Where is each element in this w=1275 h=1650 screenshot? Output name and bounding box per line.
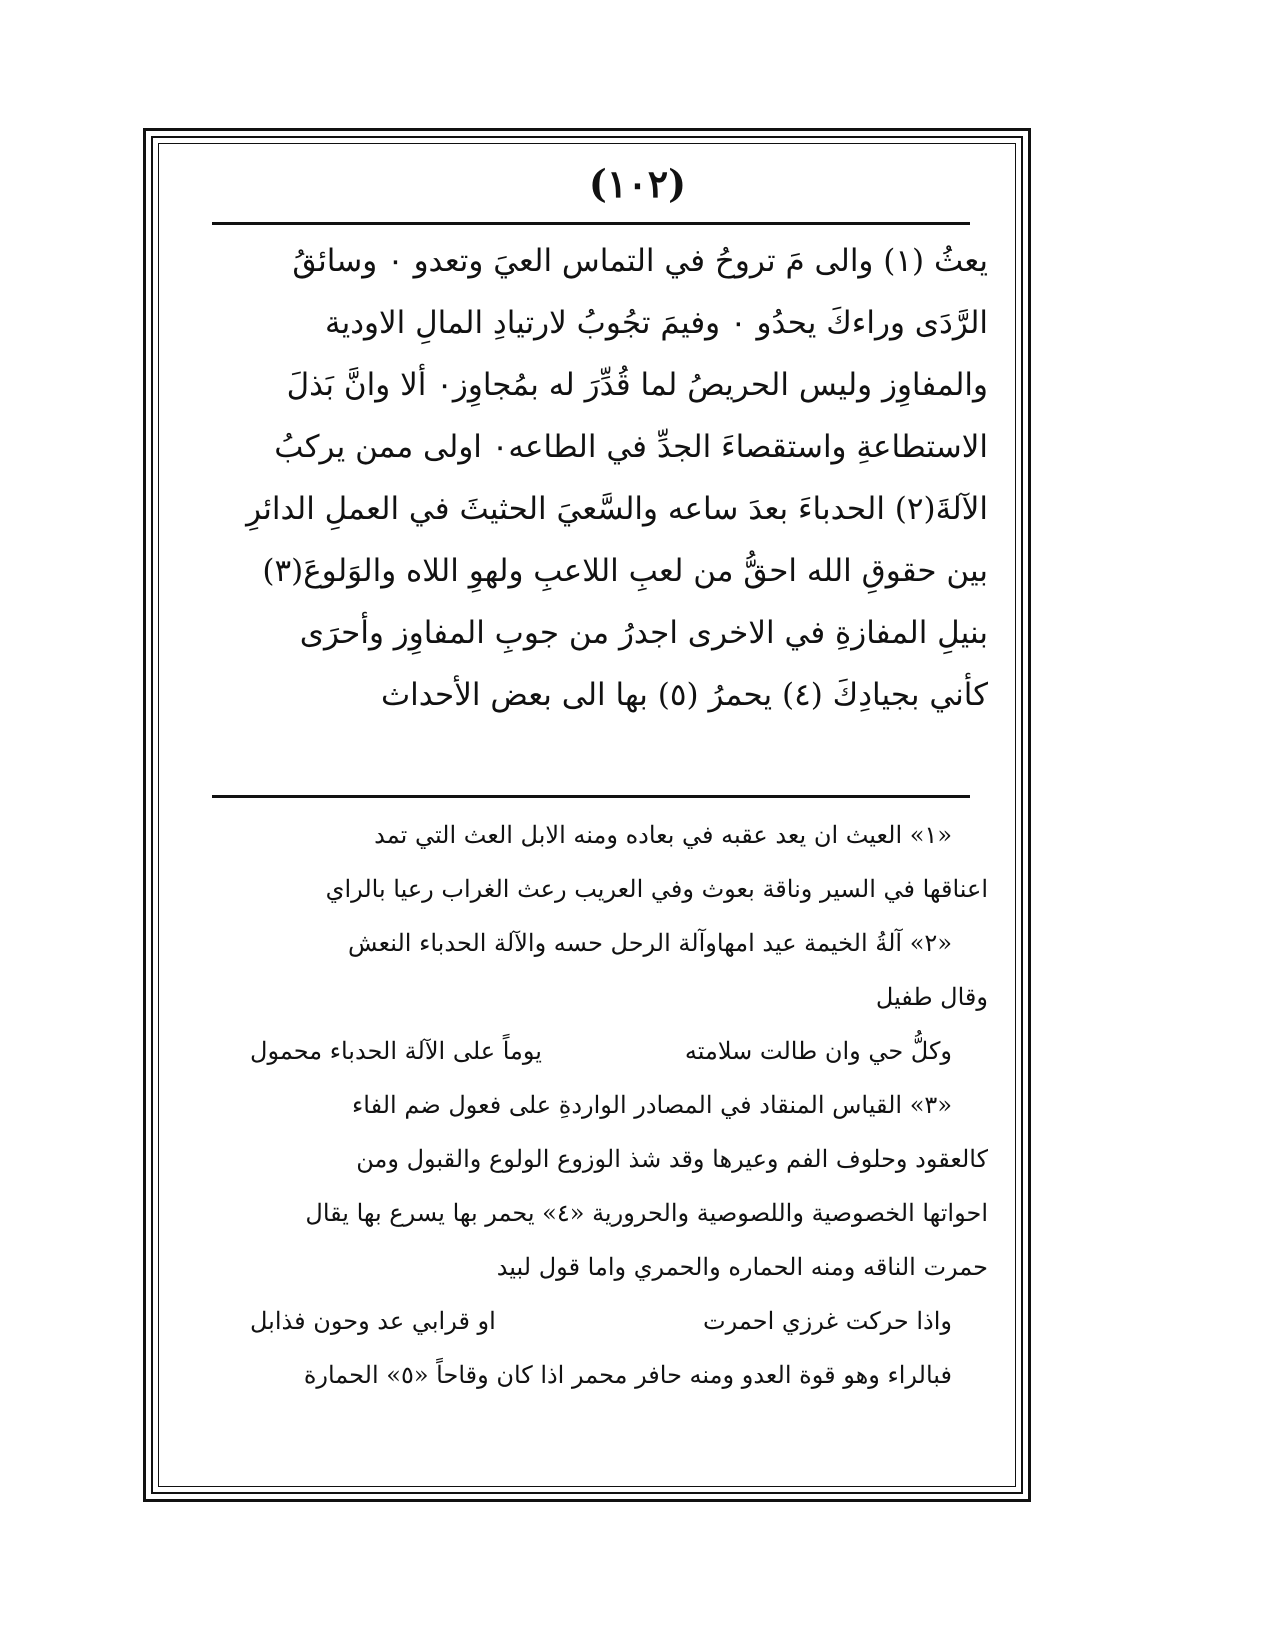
footnote-line: كالعقود وحلوف الفم وعيرها وقد شذ الوزوع الولوع والقبول ومن	[356, 1145, 988, 1173]
footnote-separator-rule	[212, 795, 970, 798]
verse-first-hemistich: وكلُّ حي وان طالت سلامته	[684, 1037, 952, 1065]
footnote-verse	[210, 1024, 988, 1078]
main-text-line: الآلةَ(٢) الحدباءَ بعدَ ساعه والسَّعيَ الحثيثَ في العملِ الدائرِ	[246, 491, 988, 527]
footnote-line: «٢» آلةُ الخيمة عيد امهاوآلة الرحل حسه والآلة الحدباء النعش	[348, 929, 952, 957]
footnote-line: فبالراء وهو قوة العدو ومنه حافر محمر اذا كان وقاحاً «٥» الحمارة	[303, 1361, 952, 1389]
verse-first-hemistich: واذا حركت غرزي احمرت	[703, 1307, 952, 1335]
footnote-line: حمرت الناقه ومنه الحماره والحمري واما قول لبيد	[496, 1253, 988, 1281]
page-number: (١٠٢)	[588, 161, 687, 206]
main-text-line: بنيلِ المفازةِ في الاخرى اجدرُ من جوبِ المفاوِز وأحرَى	[299, 615, 988, 651]
main-text-line: بين حقوقِ الله احقُّ من لعبِ اللاعبِ ولهوِ اللاه والوَلوعَ(٣)	[262, 553, 988, 589]
main-text	[210, 230, 988, 726]
main-text-line: يعثُ (١) والى مَ تروحُ في التماس العيَ وتعدو ٠ وسائقُ	[292, 243, 988, 279]
footnote-verse	[210, 1294, 988, 1348]
footnote-line: «٣» القياس المنقاد في المصادر الواردةِ على فعول ضم الفاء	[352, 1091, 952, 1119]
main-text-line: كأني بجيادِكَ (٤) يحمرُ (٥) بها الى بعض الأحداث	[380, 677, 988, 713]
footnote-line: «١» العيث ان يعد عقبه في بعاده ومنه الابل العث التي تمد	[374, 821, 952, 849]
header-rule	[212, 222, 970, 225]
verse-second-hemistich: يوماً على الآلة الحدباء محمول	[250, 1037, 542, 1065]
main-text-line: الرَّدَى وراءكَ يحدُو ٠ وفيمَ تجُوبُ لارتيادِ المالِ الاودية	[324, 305, 988, 341]
main-text-line: والمفاوِز وليس الحريصُ لما قُدِّرَ له بمُجاوِز٠ ألا وانَّ بَذلَ	[286, 367, 988, 403]
main-text-line: الاستطاعةِ واستقصاءَ الجدِّ في الطاعه٠ اولى ممن يركبُ	[274, 429, 988, 465]
footnote-line: اعناقها في السير وناقة بعوث وفي العريب رعث الغراب رعيا بالراي	[325, 875, 988, 903]
footnotes	[210, 808, 988, 1402]
footnote-line: احواتها الخصوصية واللصوصية والحرورية «٤» يحمر بها يسرع بها يقال	[305, 1199, 988, 1227]
verse-second-hemistich: او قرابي عد وحون فذابل	[250, 1307, 496, 1335]
footnote-line: وقال طفيل	[875, 983, 988, 1011]
